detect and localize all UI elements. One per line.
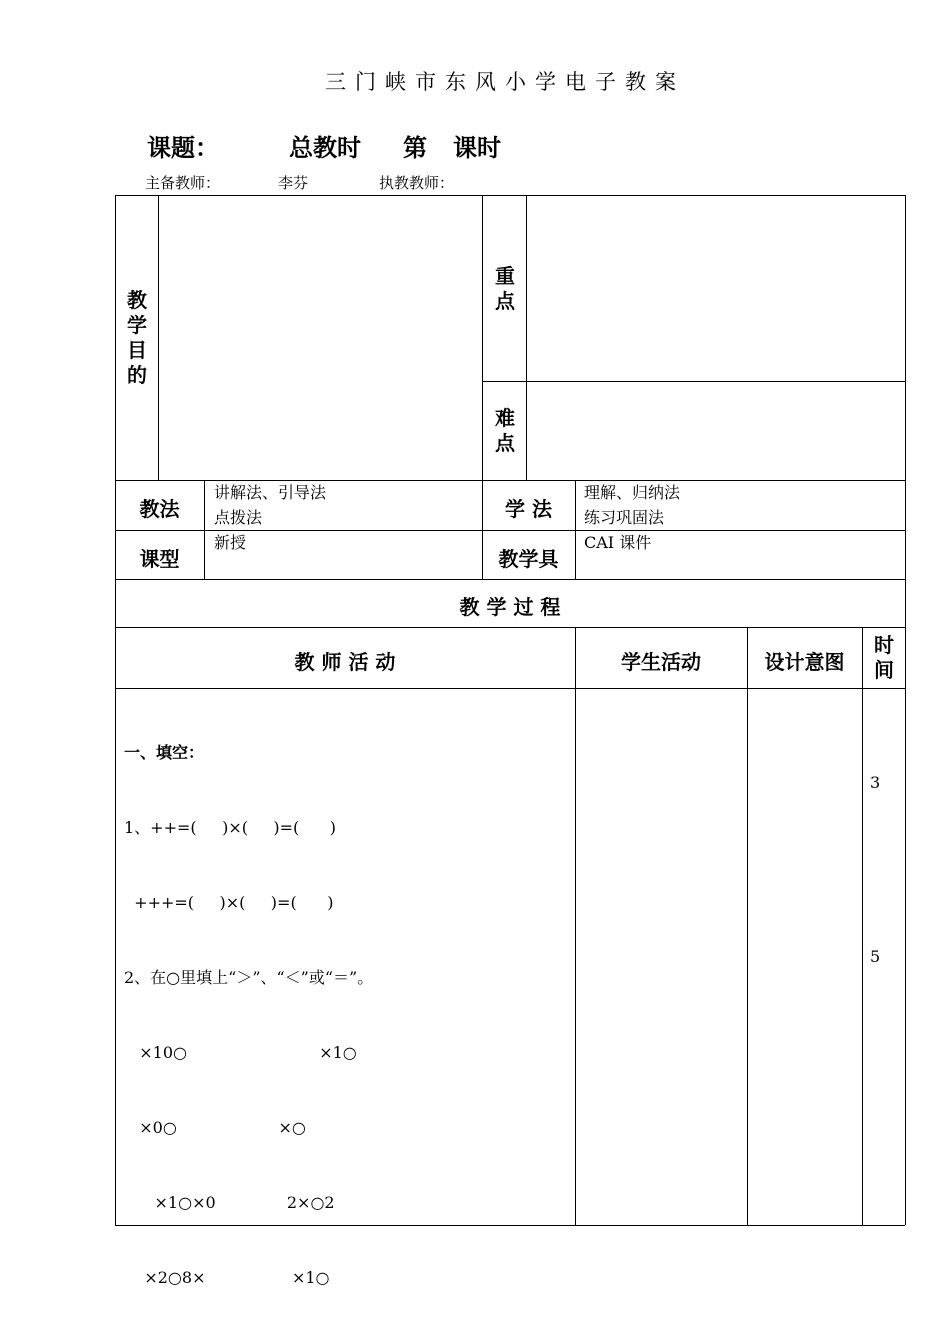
time-value: 5 [870, 947, 881, 966]
lesson-type-label: 课型 [139, 547, 180, 571]
table-line [526, 195, 527, 480]
table-line [115, 627, 905, 628]
activity-line: ×0○ ×○ [124, 1118, 306, 1137]
table-line [482, 381, 905, 382]
teacher-activity-content [124, 690, 373, 1315]
activity-line: ×1○×0 2×○2 [124, 1193, 335, 1212]
lesson-type-value: 新授 [214, 533, 247, 552]
exec-teacher-label: 执教教师： [379, 174, 455, 192]
lead-teacher-name: 李芬 [278, 174, 309, 192]
table-line [575, 480, 576, 579]
col-student-activity: 学生活动 [621, 650, 701, 674]
activity-heading: 一、填空： [124, 743, 205, 762]
aids-value: CAI 课件 [584, 533, 652, 552]
table-line [115, 195, 116, 1225]
activity-line: +++=( )×( )=( ) [124, 893, 334, 912]
col-teacher-activity: 教 师 活 动 [294, 650, 396, 674]
col-time: 时间 [874, 633, 894, 682]
lesson-suffix: 课时 [453, 133, 501, 162]
table-line [204, 480, 205, 579]
learning-method-line2: 练习巩固法 [584, 508, 665, 527]
activity-line: ×10○ ×1○ [124, 1043, 357, 1062]
teaching-method-label: 教法 [139, 497, 180, 521]
teaching-method-line1: 讲解法、引导法 [214, 483, 327, 502]
key-points-label: 重点 [495, 264, 515, 313]
table-line [862, 627, 863, 1225]
learning-method-line1: 理解、归纳法 [584, 483, 681, 502]
total-hours-label: 总教时 [289, 133, 361, 162]
activity-line: ×2○8× ×1○ [124, 1268, 330, 1287]
lesson-label: 第 [403, 133, 427, 162]
table-line [575, 627, 576, 1225]
process-title: 教 学 过 程 [459, 595, 561, 619]
aids-label: 教学具 [498, 547, 559, 571]
table-line [115, 195, 905, 196]
activity-line: 2、在○里填上“＞”、“＜”或“＝”。 [124, 968, 374, 987]
time-value: 3 [870, 773, 881, 792]
topic-label: 课题： [147, 133, 219, 162]
lead-teacher-label: 主备教师： [145, 174, 221, 192]
difficult-points-label: 难点 [495, 406, 515, 455]
teaching-method-line2: 点拨法 [214, 508, 263, 527]
school-title: 三门峡市东风小学电子教案 [325, 70, 685, 94]
table-line [115, 688, 905, 689]
table-line [158, 195, 159, 480]
table-line [482, 195, 483, 480]
learning-method-label: 学 法 [505, 497, 552, 521]
goals-label: 教学目的 [127, 288, 147, 387]
activity-line: 1、++=( )×( )=( ) [124, 818, 337, 837]
table-line [115, 579, 905, 580]
col-design-intent: 设计意图 [764, 650, 845, 674]
table-line [905, 195, 906, 1225]
table-line [747, 627, 748, 1225]
